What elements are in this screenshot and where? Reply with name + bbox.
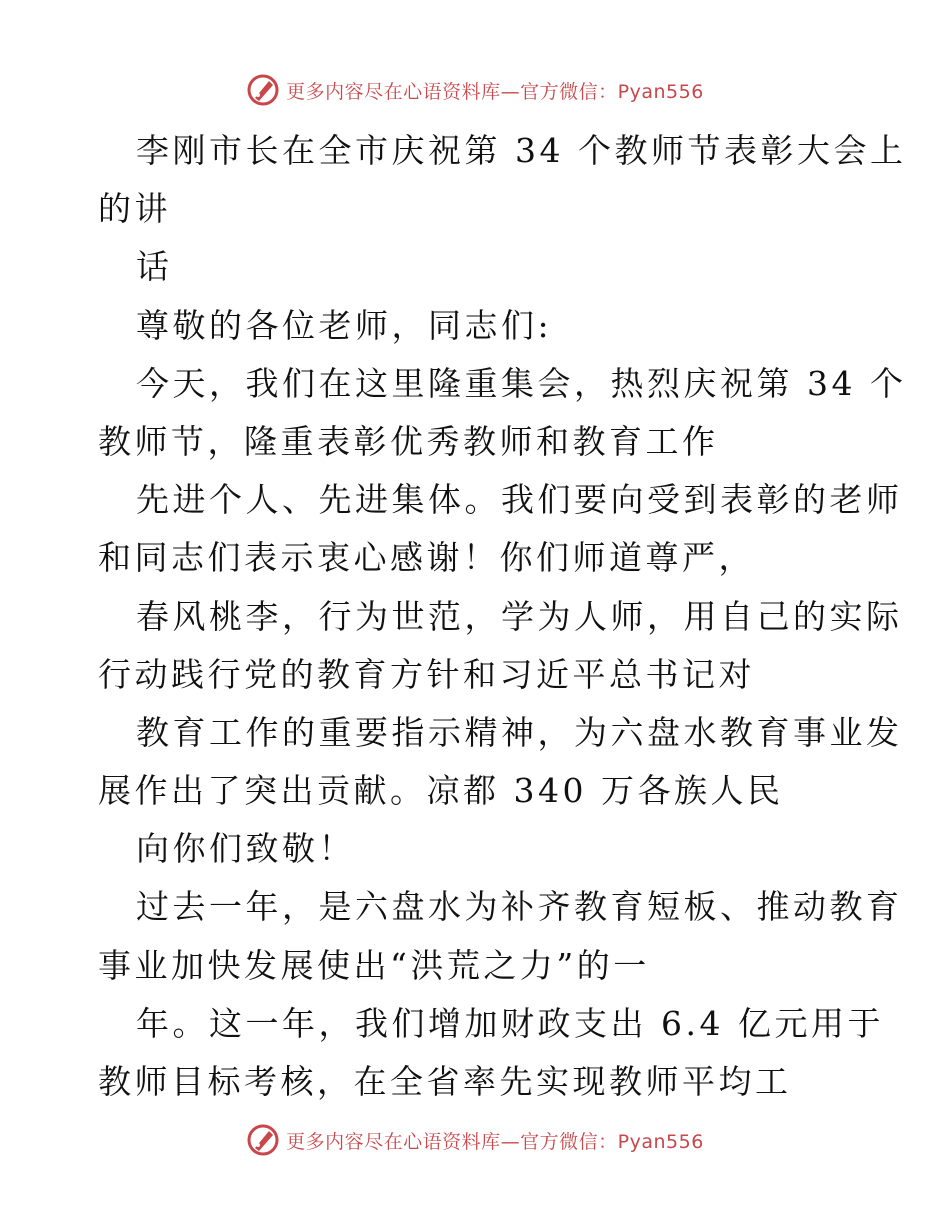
text-line: 今天，我们在这里隆重集会，热烈庆祝第 34 个: [136, 363, 907, 403]
text-line: 话: [136, 247, 173, 287]
text-line: 向你们致敬！: [136, 829, 355, 869]
text-line: 教育工作的重要指示精神，为六盘水教育事业发: [136, 712, 903, 752]
footer-watermark: [0, 1120, 950, 1160]
header-watermark: [0, 70, 950, 110]
text-line: 尊敬的各位老师，同志们:: [136, 305, 553, 345]
text-line: 先进个人、先进集体。我们要向受到表彰的老师: [136, 480, 903, 520]
text-line: 展作出了突出贡献。凉都 340 万各族人民: [98, 771, 784, 811]
text-line: 年。这一年，我们增加财政支出 6.4 亿元用于: [136, 1003, 884, 1043]
text-line: 的讲: [98, 189, 171, 229]
text-line: 教师目标考核，在全省率先实现教师平均工: [98, 1062, 792, 1101]
text-line: 和同志们表示衷心感谢！你们师道尊严，: [98, 538, 755, 578]
text-line: 李刚市长在全市庆祝第 34 个教师节表彰大会上: [136, 131, 907, 170]
text-line: 事业加快发展使出“洪荒之力”的一: [98, 945, 650, 985]
text-line: 教师节，隆重表彰优秀教师和教育工作: [98, 421, 719, 461]
document-body: [98, 122, 907, 1111]
text-line: 行动践行党的教育方针和习近平总书记对: [98, 654, 755, 694]
pen-logo-icon: [246, 73, 280, 107]
watermark-text: 更多内容尽在心语资料库—官方微信：Pyan556: [286, 1130, 704, 1153]
text-line: 过去一年，是六盘水为补齐教育短板、推动教育: [136, 887, 903, 927]
text-line: 春风桃李，行为世范，学为人师，用自己的实际: [136, 596, 903, 636]
watermark-text: 更多内容尽在心语资料库—官方微信：Pyan556: [286, 80, 704, 103]
pen-logo-icon: [246, 1123, 280, 1157]
